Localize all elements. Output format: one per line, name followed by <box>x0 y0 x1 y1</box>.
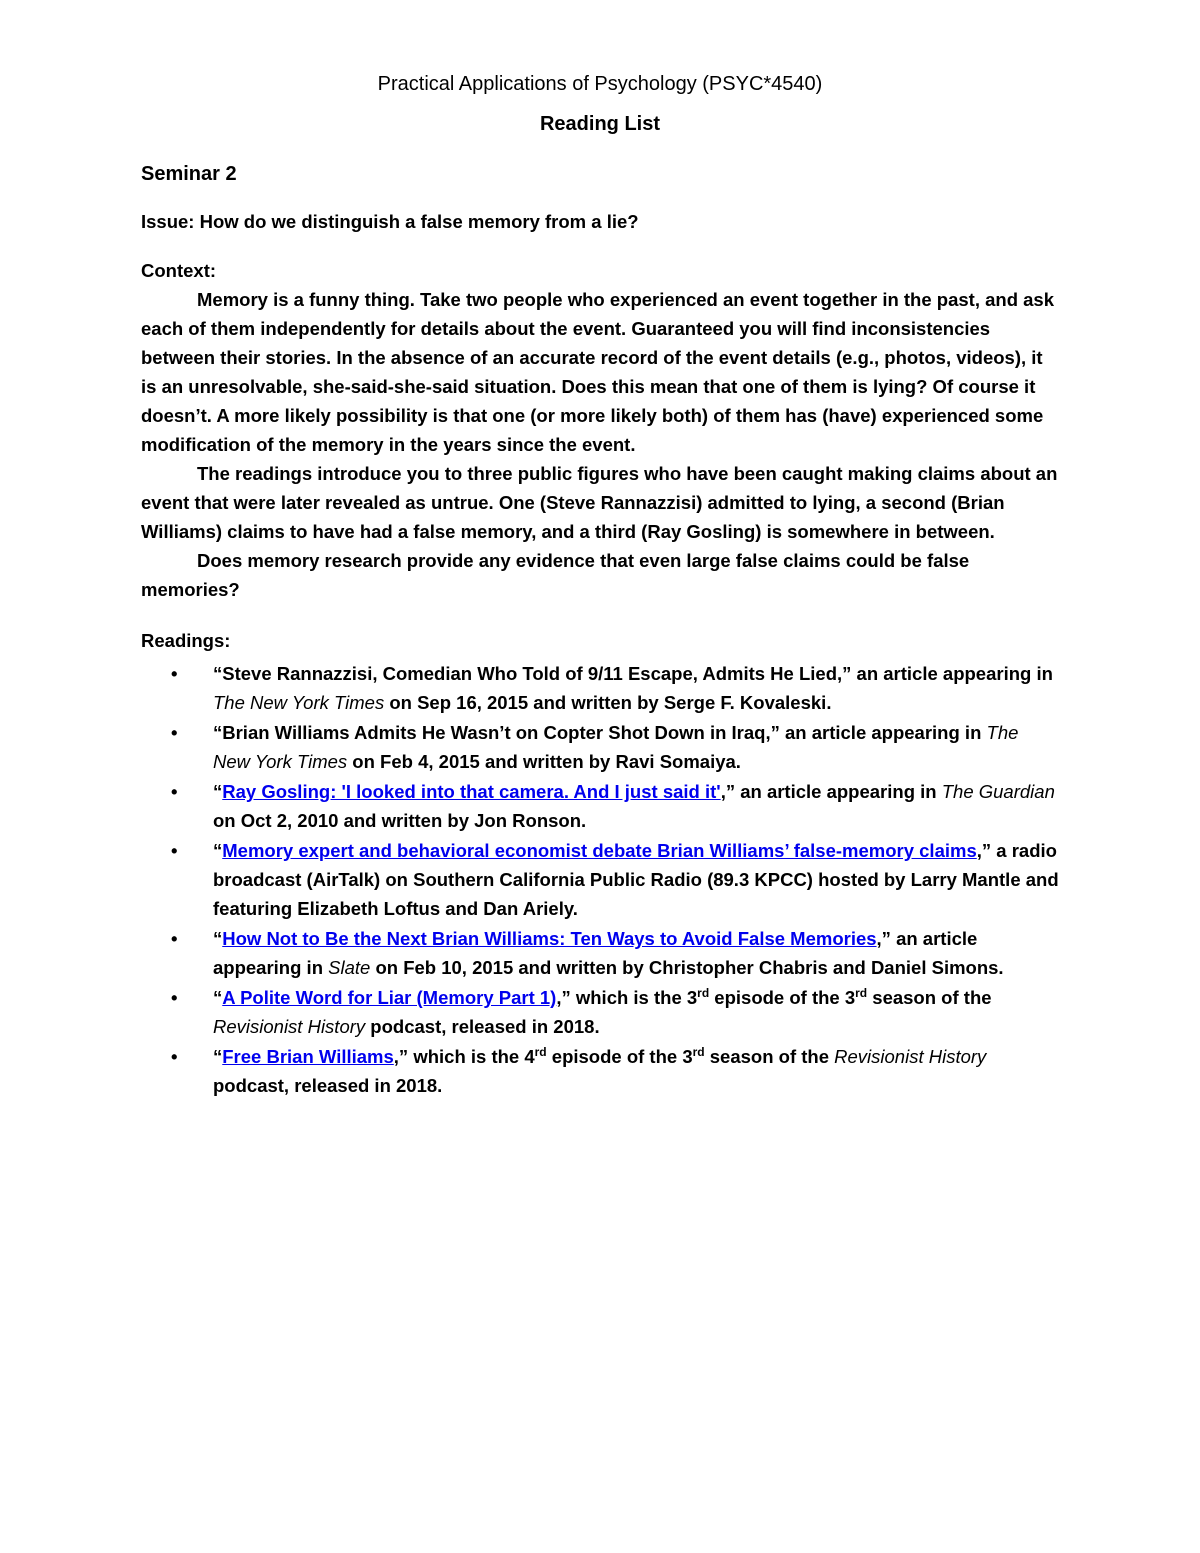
bullet-icon: • <box>171 928 178 949</box>
reading-link-polite-word[interactable]: A Polite Word for Liar (Memory Part 1) <box>222 987 557 1008</box>
reading-item <box>141 718 1059 776</box>
quote-mark: “ <box>213 928 223 949</box>
reading-item <box>141 1042 1059 1100</box>
ordinal-suffix: rd <box>692 1044 705 1059</box>
reading-link-ray-gosling[interactable]: Ray Gosling: 'I looked into that camera. And I just said it' <box>222 781 721 802</box>
bullet-icon: • <box>171 987 178 1008</box>
publication-name: Slate <box>328 957 371 978</box>
reading-text: on Oct 2, 2010 and written by Jon Ronson. <box>213 810 587 831</box>
reading-text: ,” an article appearing in <box>720 781 942 802</box>
readings-list <box>141 659 1059 1100</box>
reading-text: ,” an article appearing in <box>213 928 978 978</box>
publication-name: The New York Times <box>213 692 385 713</box>
reading-text: on Feb 4, 2015 and written by Ravi Somaiya. <box>347 751 741 772</box>
reading-text: season of the <box>704 1046 835 1067</box>
bullet-icon: • <box>171 663 178 684</box>
ordinal-suffix: rd <box>855 985 868 1000</box>
bullet-icon: • <box>171 1046 178 1067</box>
bullet-icon: • <box>171 781 178 802</box>
quote-mark: “ <box>213 840 223 861</box>
bullet-icon: • <box>171 722 178 743</box>
reading-text: episode of the 3 <box>709 987 856 1008</box>
quote-mark: “ <box>213 987 223 1008</box>
publication-name: Revisionist History <box>213 1016 366 1037</box>
reading-item <box>141 983 1059 1041</box>
reading-link-memory-expert-debate[interactable]: Memory expert and behavioral economist debate Brian Williams’ false-memory claims <box>222 840 977 861</box>
publication-name: Revisionist History <box>834 1046 987 1067</box>
seminar-heading: Seminar 2 <box>141 163 237 185</box>
context-paragraph: The readings introduce you to three public figures who have been caught making claims about an event that were later revealed as untrue. One (Steve Rannazzisi) admitted to lying, a second (Brian Williams) claims to have had a false memory, and a third (Ray Gosling) is somewhere in between. <box>141 463 1058 542</box>
reading-item <box>141 924 1059 982</box>
publication-name: The New York Times <box>213 722 1019 772</box>
reading-item <box>141 659 1059 717</box>
reading-item <box>141 836 1059 923</box>
reading-link-how-not-to-be[interactable]: How Not to Be the Next Brian Williams: Ten Ways to Avoid False Memories <box>222 928 877 949</box>
course-title: Practical Applications of Psychology (PSYC*4540) <box>377 73 823 95</box>
reading-link-free-brian-williams[interactable]: Free Brian Williams <box>222 1046 394 1067</box>
reading-text: podcast, released in 2018. <box>213 1075 443 1096</box>
reading-text: on Feb 10, 2015 and written by Christopher Chabris and Daniel Simons. <box>370 957 1004 978</box>
quote-mark: “ <box>213 781 223 802</box>
ordinal-suffix: rd <box>697 985 710 1000</box>
ordinal-suffix: rd <box>534 1044 547 1059</box>
reading-text: podcast, released in 2018. <box>365 1016 600 1037</box>
reading-text: “Brian Williams Admits He Wasn’t on Copter Shot Down in Iraq,” an article appearing in <box>213 722 987 743</box>
reading-text: “Steve Rannazzisi, Comedian Who Told of 9/11 Escape, Admits He Lied,” an article appearing in <box>213 663 1053 684</box>
reading-text: on Sep 16, 2015 and written by Serge F. Kovaleski. <box>384 692 832 713</box>
reading-text: ,” which is the 4 <box>393 1046 535 1067</box>
context-paragraph: Does memory research provide any evidence that even large false claims could be false memories? <box>141 550 970 600</box>
context-paragraph: Memory is a funny thing. Take two people who experienced an event together in the past, and ask each of them independently for details about the event. Guaranteed you will find inconsistencies between their stories. In the absence of an accurate record of the event details (e.g., photos, videos), it is an unresolvable, she-said-she-said situation. Does this mean that one of them is lying? Of course it doesn’t. A more likely possibility is that one (or more likely both) of them has (have) experienced some modification of the memory in the years since the event. <box>141 289 1054 455</box>
publication-name: The Guardian <box>941 781 1055 802</box>
quote-mark: “ <box>213 1046 223 1067</box>
reading-text: ,” which is the 3 <box>556 987 698 1008</box>
issue-statement: Issue: How do we distinguish a false memory from a lie? <box>141 211 639 232</box>
reading-list-heading: Reading List <box>539 113 660 135</box>
document-content <box>141 70 1059 1101</box>
reading-text: ,” a radio broadcast (AirTalk) on Southern California Public Radio (89.3 KPCC) hosted by Larry Mantle and featuring Elizabeth Loftus and Dan Ariely. <box>213 840 1059 919</box>
reading-text: season of the <box>867 987 992 1008</box>
reading-item <box>141 777 1059 835</box>
readings-label: Readings: <box>141 630 231 651</box>
bullet-icon: • <box>171 840 178 861</box>
reading-text: episode of the 3 <box>546 1046 693 1067</box>
context-label: Context: <box>141 260 217 281</box>
